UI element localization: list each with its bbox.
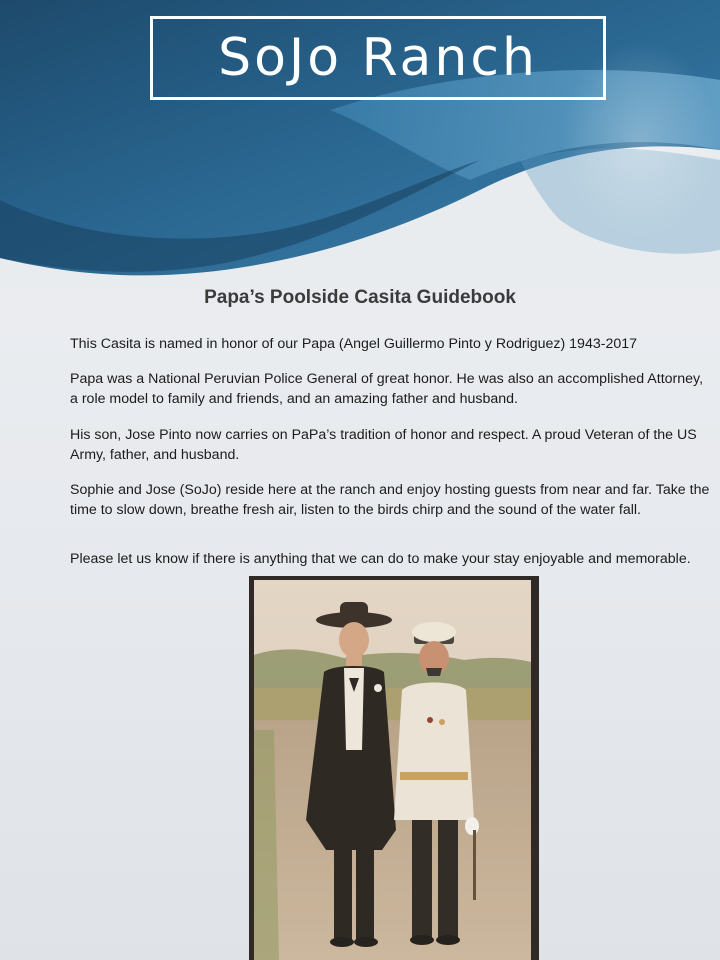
- paragraph-son: His son, Jose Pinto now carries on PaPa’s tradition of honor and respect. A proud Veteran of the US Army, father, and husband.: [70, 427, 697, 463]
- paragraph-hosts: Sophie and Jose (SoJo) reside here at the ranch and enjoy hosting guests from near and far. Take the time to slow down, breathe fresh air, listen to the birds chirp and the sound of the water fall.: [70, 482, 710, 518]
- family-photo: [249, 576, 539, 960]
- header-banner: [0, 0, 720, 290]
- guidebook-heading: Papa’s Poolside Casita Guidebook: [204, 287, 516, 308]
- paragraph-welcome: Please let us know if there is anything that we can do to make your stay enjoyable and memorable.: [70, 551, 691, 567]
- photo-image: [254, 580, 531, 960]
- ranch-title: SoJo Ranch: [218, 28, 538, 88]
- title-box: [150, 16, 606, 100]
- paragraph-dedication: This Casita is named in honor of our Papa (Angel Guillermo Pinto y Rodriguez) 1943-2017: [70, 336, 638, 352]
- paragraph-papa: Papa was a National Peruvian Police General of great honor. He was also an accomplished Attorney, a role model to family and friends, and an amazing father and husband.: [70, 371, 704, 407]
